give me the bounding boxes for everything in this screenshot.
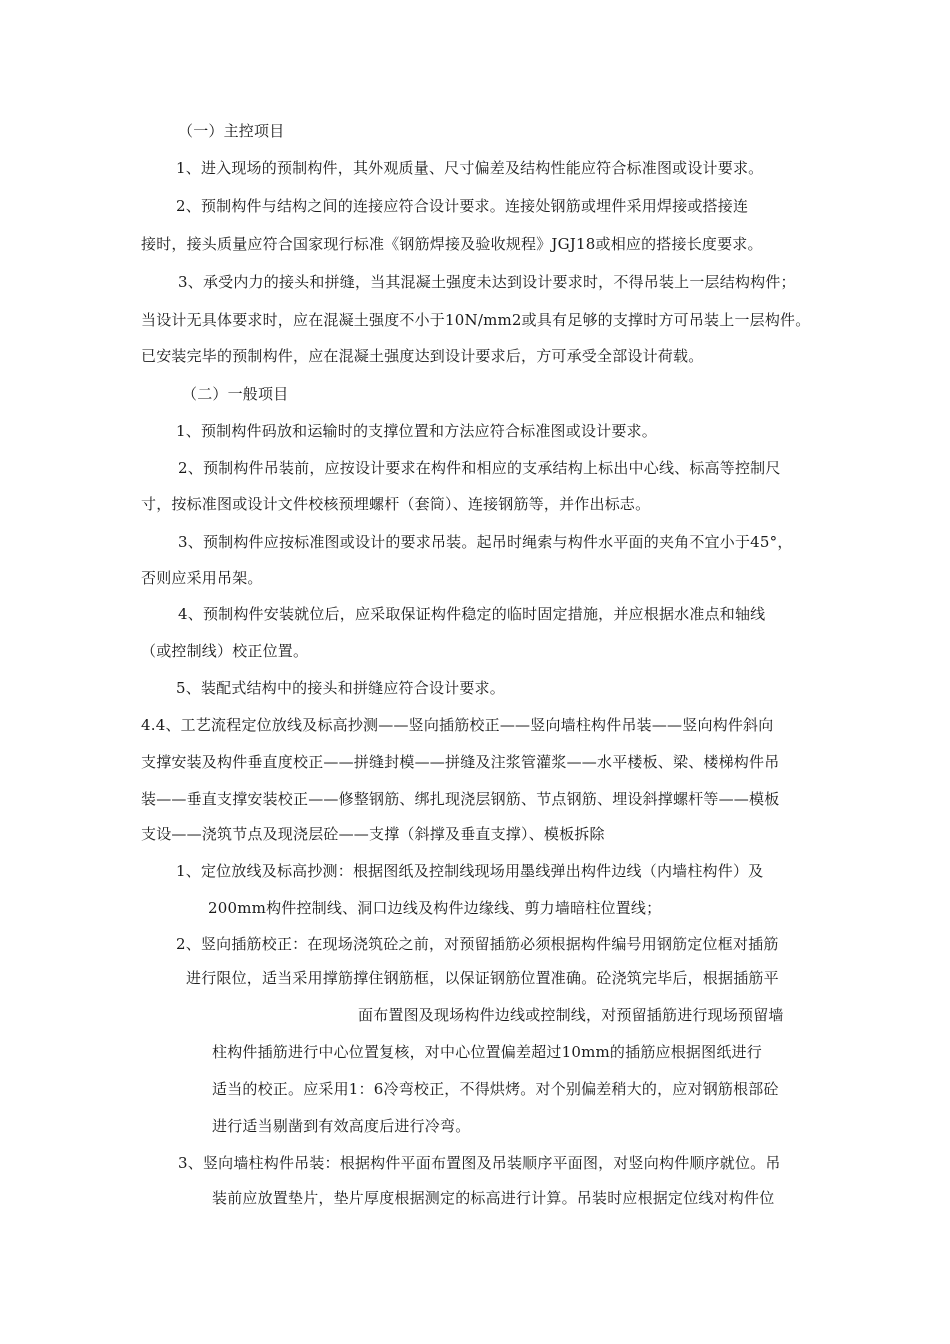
step-2-line-6: 进行适当剔凿到有效高度后进行冷弯。 <box>212 1117 471 1135</box>
general-item-1: 1、预制构件码放和运输时的支撑位置和方法应符合标准图或设计要求。 <box>176 422 657 440</box>
step-1-line-2: 200mm构件控制线、洞口边线及构件边缘线、剪力墙暗柱位置线； <box>208 899 662 917</box>
step-3-line-2: 装前应放置垫片，垫片厚度根据测定的标高进行计算。吊装时应根据定位线对构件位 <box>212 1189 775 1207</box>
step-2-line-3: 面布置图及现场构件边线或控制线，对预留插筋进行现场预留墙 <box>358 1006 784 1024</box>
step-2-line-5: 适当的校正。应采用1：6冷弯校正，不得烘烤。对个别偏差稍大的，应对钢筋根部砼 <box>212 1080 779 1098</box>
main-control-item-2-line-1: 2、预制构件与结构之间的连接应符合设计要求。连接处钢筋或埋件采用焊接或搭接连 <box>176 197 749 215</box>
main-control-item-2-line-2: 接时，接头质量应符合国家现行标准《钢筋焊接及验收规程》JGJ18或相应的搭接长度要求。 <box>141 235 763 253</box>
step-3-line-1: 3、竖向墙柱构件吊装：根据构件平面布置图及吊装顺序平面图，对竖向构件顺序就位。吊 <box>178 1154 781 1172</box>
step-2-line-4: 柱构件插筋进行中心位置复核，对中心位置偏差超过10mm的插筋应根据图纸进行 <box>212 1043 762 1061</box>
step-1-line-1: 1、定位放线及标高抄测：根据图纸及控制线现场用墨线弹出构件边线（内墙柱构件）及 <box>176 862 764 880</box>
general-item-3-line-1: 3、预制构件应按标准图或设计的要求吊装。起吊时绳索与构件水平面的夹角不宜小于45°， <box>178 533 793 551</box>
process-line-1: 4.4、工艺流程定位放线及标高抄测——竖向插筋校正——竖向墙柱构件吊装——竖向构件斜向 <box>141 716 774 734</box>
general-item-2-line-2: 寸，按标准图或设计文件校核预埋螺杆（套筒）、连接钢筋等，并作出标志。 <box>141 495 651 513</box>
general-item-5: 5、装配式结构中的接头和拼缝应符合设计要求。 <box>176 679 505 697</box>
process-line-2: 支撑安装及构件垂直度校正——拼缝封模——拼缝及注浆管灌浆——水平楼板、梁、楼梯构件吊 <box>141 753 780 771</box>
general-item-3-line-2: 否则应采用吊架。 <box>141 569 263 587</box>
main-control-item-3-line-3: 已安装完毕的预制构件，应在混凝土强度达到设计要求后，方可承受全部设计荷载。 <box>141 347 704 365</box>
general-item-2-line-1: 2、预制构件吊装前，应按设计要求在构件和相应的支承结构上标出中心线、标高等控制尺 <box>178 459 781 477</box>
general-item-4-line-1: 4、预制构件安装就位后，应采取保证构件稳定的临时固定措施，并应根据水准点和轴线 <box>178 605 766 623</box>
main-control-item-1: 1、进入现场的预制构件，其外观质量、尺寸偏差及结构性能应符合标准图或设计要求。 <box>176 159 764 177</box>
heading-main-control: （一）主控项目 <box>178 122 285 140</box>
process-line-3: 装——垂直支撑安装校正——修整钢筋、绑扎现浇层钢筋、节点钢筋、埋设斜撑螺杆等——模板 <box>141 790 780 808</box>
step-2-line-1: 2、竖向插筋校正：在现场浇筑砼之前，对预留插筋必须根据构件编号用钢筋定位框对插筋 <box>176 935 779 953</box>
general-item-4-line-2: （或控制线）校正位置。 <box>141 642 309 660</box>
step-2-line-2: 进行限位，适当采用撑筋撑住钢筋框，以保证钢筋位置准确。砼浇筑完毕后，根据插筋平 <box>186 969 779 987</box>
main-control-item-3-line-2: 当设计无具体要求时，应在混凝土强度不小于10N/mm2或具有足够的支撑时方可吊装上一层构件。 <box>141 311 811 329</box>
main-control-item-3-line-1: 3、承受内力的接头和拼缝，当其混凝土强度未达到设计要求时，不得吊装上一层结构构件； <box>178 273 796 291</box>
process-line-4: 支设——浇筑节点及现浇层砼——支撑（斜撑及垂直支撑）、模板拆除 <box>141 825 605 843</box>
heading-general: （二）一般项目 <box>182 385 289 403</box>
